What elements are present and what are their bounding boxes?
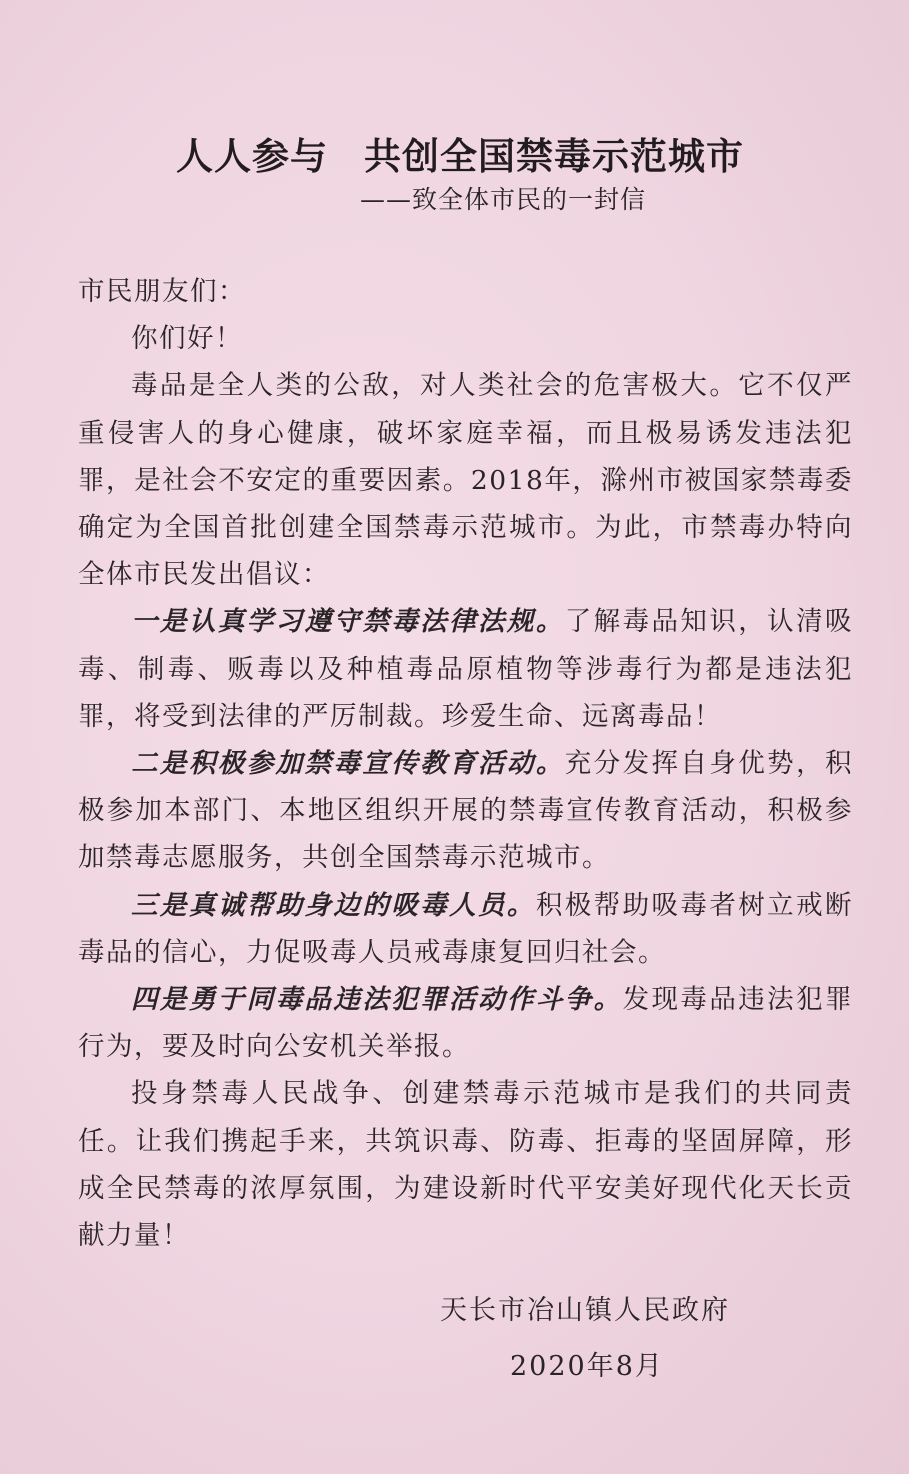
point-text-1: 了解毒品知识，认清吸毒、制毒、贩毒以及种植毒品原植物等涉毒行为都是违法犯罪，将受到法律的严厉制裁。珍爱生命、远离毒品！ <box>78 606 853 732</box>
point-paragraph-4 <box>78 976 853 1070</box>
letter-body <box>78 268 853 1259</box>
point-heading-4: 四是勇于同毒品违法犯罪活动作斗争。 <box>131 984 623 1016</box>
letter-date: 2020年8月 <box>510 1351 664 1382</box>
point-text-4: 发现毒品违法犯罪行为，要及时向公安机关举报。 <box>78 984 854 1063</box>
title-part-1: 人人参与 <box>176 135 328 178</box>
point-text-2: 充分发挥自身优势，积极参加本部门、本地区组织开展的禁毒宣传教育活动，积极参加禁毒志愿服务，共创全国禁毒示范城市。 <box>78 748 853 874</box>
signature: 天长市冶山镇人民政府 <box>440 1295 730 1326</box>
title-part-2: 共创全国禁毒示范城市 <box>364 135 744 178</box>
letter-subtitle: ——致全体市民的一封信 <box>360 185 647 214</box>
greeting: 你们好！ <box>131 323 243 355</box>
letter-title <box>150 126 770 180</box>
point-paragraph-2 <box>78 740 853 882</box>
salutation: 市民朋友们： <box>78 276 246 307</box>
point-heading-2: 二是积极参加禁毒宣传教育活动。 <box>131 748 565 780</box>
intro-paragraph: 毒品是全人类的公敌，对人类社会的危害极大。它不仅严重侵害人的身心健康，破坏家庭幸福，而且极易诱发违法犯罪，是社会不安定的重要因素。2018年，滁州市被国家禁毒委确定为全国首批创建全国禁毒示范城市。为此，市禁毒办特向全体市民发出倡议： <box>78 370 853 591</box>
point-paragraph-3 <box>78 882 853 976</box>
point-heading-1: 一是认真学习遵守禁毒法律法规。 <box>131 606 565 638</box>
point-text-3: 积极帮助吸毒者树立戒断毒品的信心，力促吸毒人员戒毒康复回归社会。 <box>78 889 854 968</box>
point-heading-3: 三是真诚帮助身边的吸毒人员。 <box>131 889 536 921</box>
closing-paragraph: 投身禁毒人民战争、创建禁毒示范城市是我们的共同责任。让我们携起手来，共筑识毒、防毒、拒毒的坚固屏障，形成全民禁毒的浓厚氛围，为建设新时代平安美好现代化天长贡献力量！ <box>78 1078 853 1252</box>
point-paragraph-1 <box>78 598 853 740</box>
